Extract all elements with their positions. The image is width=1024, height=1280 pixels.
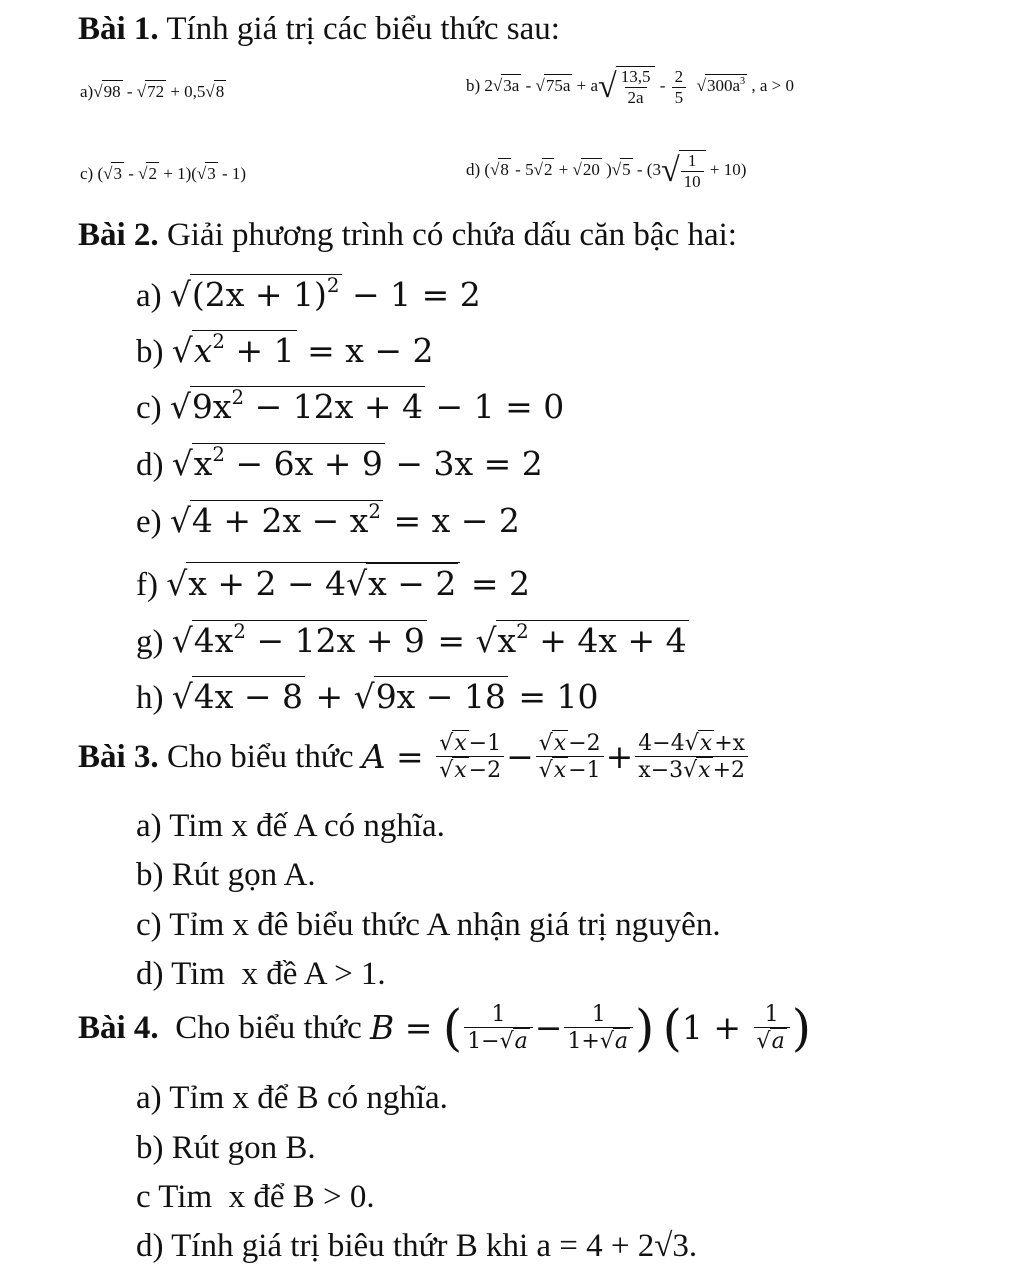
bai3-item-c: c) Tỉm x đê biểu thức A nhận giá trị nguyên. [136, 907, 721, 943]
item-label: a) [80, 82, 94, 101]
bai1-item-a: a)√98 - √72 + 0,5√8 [80, 82, 225, 101]
bai2-item-c: c) $√9x^2 - 12x + 4 - 1 = 0$ [136, 386, 565, 426]
sqrt: √9x − 18 [353, 677, 506, 716]
item-label: b) 2 [466, 75, 493, 95]
sqrt: √3 [196, 164, 216, 183]
sqrt: $√x^2 + 4x + 4$ [475, 620, 687, 660]
sqrt: $√4 + 2x - x^2$ [169, 500, 381, 540]
bai4-label: Bài 4. [78, 1010, 159, 1047]
sqrt: √4x − 8 [171, 677, 304, 716]
bai3-item-d: d) Tim x đề A > 1. [136, 956, 386, 992]
bai1-item-c: c) (√3 - √2 + 1)(√3 - 1) [80, 164, 247, 183]
sqrt: √20 [572, 159, 600, 179]
fraction-1: $\frac{√x-1}{√x-2}$ [436, 730, 504, 784]
sqrt: √72 [136, 82, 165, 101]
sqrt: $√4x^2 - 12x + 9$ [171, 620, 425, 660]
fraction: $\frac{2}{5}$ [672, 67, 687, 107]
fraction-2: $\frac{1}{1+√a}$ [564, 1002, 633, 1055]
bai1-item-d: d) (√8 - 5√2 + √20 )√5 - (3√ $\frac{1}{10}$ + 10) [466, 151, 747, 191]
sqrt: √2 [533, 159, 553, 179]
bai2-label: Bài 2. [78, 217, 159, 253]
fraction-3: $\frac{4-4√x+x}{x-3√x+2}$ [635, 730, 748, 784]
sqrt-nested: √x + 2 − 4√x − 2 [166, 562, 460, 604]
sqrt: √98 [93, 82, 121, 101]
bai4-heading: Bài 4. Cho biểu thức B = ( $\frac{1}{1-√a}$ − $\frac{1}{1+√a}$ ) ( 1 + $\frac{1}{√a}$ ) [78, 999, 812, 1058]
bai2-item-a: a) $√(2x + 1)^2 - 1 = 2$ [136, 274, 481, 314]
bai2-item-d: d) $√x^2 - 6x + 9 - 3x = 2$ [136, 443, 543, 483]
var-B: B [369, 1008, 395, 1048]
sqrt: √2 [138, 164, 157, 183]
item-label: d) ( [466, 159, 491, 179]
bai2-heading [78, 216, 737, 254]
bai1-title: Tính giá trị các biểu thức sau: [158, 11, 560, 47]
bai2-item-b: b) $√x^2 + 1 = x - 2$ [136, 330, 434, 370]
sqrt: √8 [205, 82, 225, 101]
bai4-item-b: b) Rút gon B. [136, 1130, 316, 1166]
sqrt: √75a [535, 75, 571, 95]
fraction-3: $\frac{1}{√a}$ [754, 1002, 790, 1055]
bai2-item-g: g) $√4x^2 - 12x + 9 = √x^2 + 4x + 4$ [136, 620, 687, 660]
bai1-label: Bài 1. [78, 11, 159, 47]
bai4-item-c: c Tim x để B > 0. [136, 1179, 375, 1215]
sqrt: $√9x^2 - 12x + 4$ [169, 386, 423, 426]
sqrt: $√x^2 - 6x + 9$ [171, 443, 383, 483]
sqrt: √8 [490, 159, 509, 179]
bai2-item-h: h) √4x − 8 + √9x − 18 = 10 [136, 677, 599, 716]
sqrt: $√x^2 + 1$ [171, 330, 295, 370]
sqrt: $√(2x + 1)^2$ [169, 274, 340, 314]
sqrt: $√300a^3$ [696, 75, 746, 95]
sqrt: √x − 2 [346, 564, 457, 603]
sqrt-fraction: √ $\frac{13,5}{2a}$ [598, 66, 655, 107]
bai3-heading: Bài 3. Cho biểu thức A = $\frac{√x-1}{√x-2}$ − $\frac{√x-2}{√x-1}$ + $\frac{4-4√x+x}{x-3√x+2}$ [78, 730, 750, 784]
sqrt: √3a [492, 75, 520, 95]
bai2-title: Giải phương trình có chứa dấu căn bậc hai: [158, 217, 737, 253]
var-A: A [361, 736, 386, 776]
fraction-1: $\frac{1}{1-√a}$ [464, 1002, 533, 1055]
bai2-item-e: e) $√4 + 2x - x^2 = x - 2$ [136, 500, 520, 540]
bai1-item-b: b) 2√3a - √75a + a√ $\frac{13,5}{2a}$ - $\frac{2}{5}$ $√300a^3$ , a > 0 [466, 67, 794, 107]
item-label: c) ( [80, 164, 104, 183]
bai3-item-b: b) Rút gọn A. [136, 857, 316, 893]
bai3-item-a: a) Tim x đế A có nghĩa. [136, 808, 445, 844]
sqrt: √5 [611, 159, 631, 179]
bai3-label: Bài 3. [78, 738, 159, 775]
bai4-item-a: a) Tỉm x để B có nghĩa. [136, 1080, 448, 1116]
bai4-title: Cho biểu thức [158, 1010, 370, 1047]
bai1-heading [78, 10, 560, 48]
bai2-item-f: f) √x + 2 − 4√x − 2 = 2 [136, 564, 531, 603]
fraction-2: $\frac{√x-2}{√x-1}$ [536, 730, 604, 784]
bai4-item-d: d) Tính giá trị biêu thứr B khi a = 4 + 2√3. [136, 1228, 698, 1264]
sqrt-fraction: √ $\frac{1}{10}$ [661, 150, 706, 191]
sqrt: √3 [103, 164, 122, 183]
bai3-title: Cho biểu thức [158, 738, 362, 775]
